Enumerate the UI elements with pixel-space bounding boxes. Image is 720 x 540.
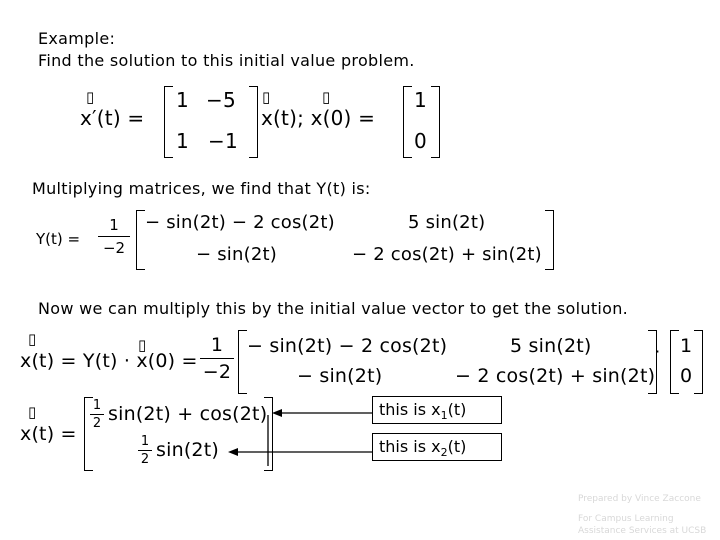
solution-r1-expr: sin(2t) + cos(2t)	[108, 403, 268, 425]
footer-line-2: For Campus Learning	[578, 514, 674, 524]
step2-text: Now we can multiply this by the initial value vector to get the solution.	[38, 299, 629, 318]
step2-lhs: x(t) = Y(t) · x(0) =	[20, 350, 198, 372]
step1-y22: − 2 cos(2t) + sin(2t)	[352, 244, 542, 265]
label-x2-suffix: (t)	[447, 437, 467, 456]
footer-line-1: Prepared by Vince Zaccone	[578, 494, 701, 504]
intro-line-1: Example:	[38, 29, 116, 48]
step2-v1: 1	[680, 335, 693, 357]
ivp-m11: 1	[176, 88, 189, 112]
label-x1-box	[372, 396, 502, 424]
placeholder-glyph: ▯	[322, 88, 331, 106]
ivp-m21: 1	[176, 129, 189, 153]
label-x1-suffix: (t)	[447, 400, 467, 419]
ivp-v1: 1	[414, 88, 427, 112]
arrowhead-1	[272, 409, 282, 417]
fraction-denominator: −2	[102, 239, 126, 257]
step2-a22: − 2 cos(2t) + sin(2t)	[455, 365, 656, 387]
footer-line-3: Assistance Services at UCSB	[578, 526, 707, 536]
label-x1-subscript: 1	[440, 409, 448, 423]
ivp-m22: −1	[208, 129, 238, 153]
fraction-numerator: 1	[109, 216, 119, 234]
placeholder-glyph: ▯	[138, 336, 147, 354]
ivp-mid: x(t); x(0) =	[261, 106, 376, 130]
placeholder-glyph: ▯	[28, 330, 37, 348]
fraction-denominator: 2	[140, 452, 150, 467]
ivp-lhs: x′(t) =	[80, 106, 145, 130]
fraction-numerator: 1	[210, 334, 224, 356]
fraction-denominator: −2	[202, 361, 232, 383]
ivp-v2: 0	[414, 129, 427, 153]
step1-lhs: Y(t) =	[36, 230, 81, 248]
solution-lhs: x(t) =	[20, 423, 77, 445]
placeholder-glyph: ▯	[262, 88, 271, 106]
label-x1-prefix: this is x	[379, 400, 441, 419]
step2-a12: 5 sin(2t)	[510, 335, 592, 357]
step2-v2: 0	[680, 365, 693, 387]
solution-r2-expr: sin(2t)	[156, 439, 219, 461]
fraction-denominator: 2	[92, 416, 102, 431]
intro-line-2: Find the solution to this initial value problem.	[38, 51, 415, 70]
step1-y21: − sin(2t)	[196, 244, 277, 265]
step1-text: Multiplying matrices, we find that Y(t) is:	[32, 179, 371, 198]
step2-a11: − sin(2t) − 2 cos(2t)	[247, 335, 448, 357]
ivp-m12: −5	[206, 88, 236, 112]
arrowhead-2	[228, 448, 238, 456]
placeholder-glyph: ▯	[28, 403, 37, 421]
step2-a21: − sin(2t)	[297, 365, 383, 387]
placeholder-glyph: ▯	[86, 88, 95, 106]
step1-y11: − sin(2t) − 2 cos(2t)	[145, 212, 335, 233]
label-x2-subscript: 2	[440, 446, 448, 460]
fraction-numerator: 1	[92, 398, 102, 413]
step1-y12: 5 sin(2t)	[408, 212, 486, 233]
label-x2-prefix: this is x	[379, 437, 441, 456]
fraction-numerator: 1	[140, 434, 150, 449]
step2-dot: ·	[655, 342, 661, 361]
label-x2-box	[372, 433, 502, 461]
